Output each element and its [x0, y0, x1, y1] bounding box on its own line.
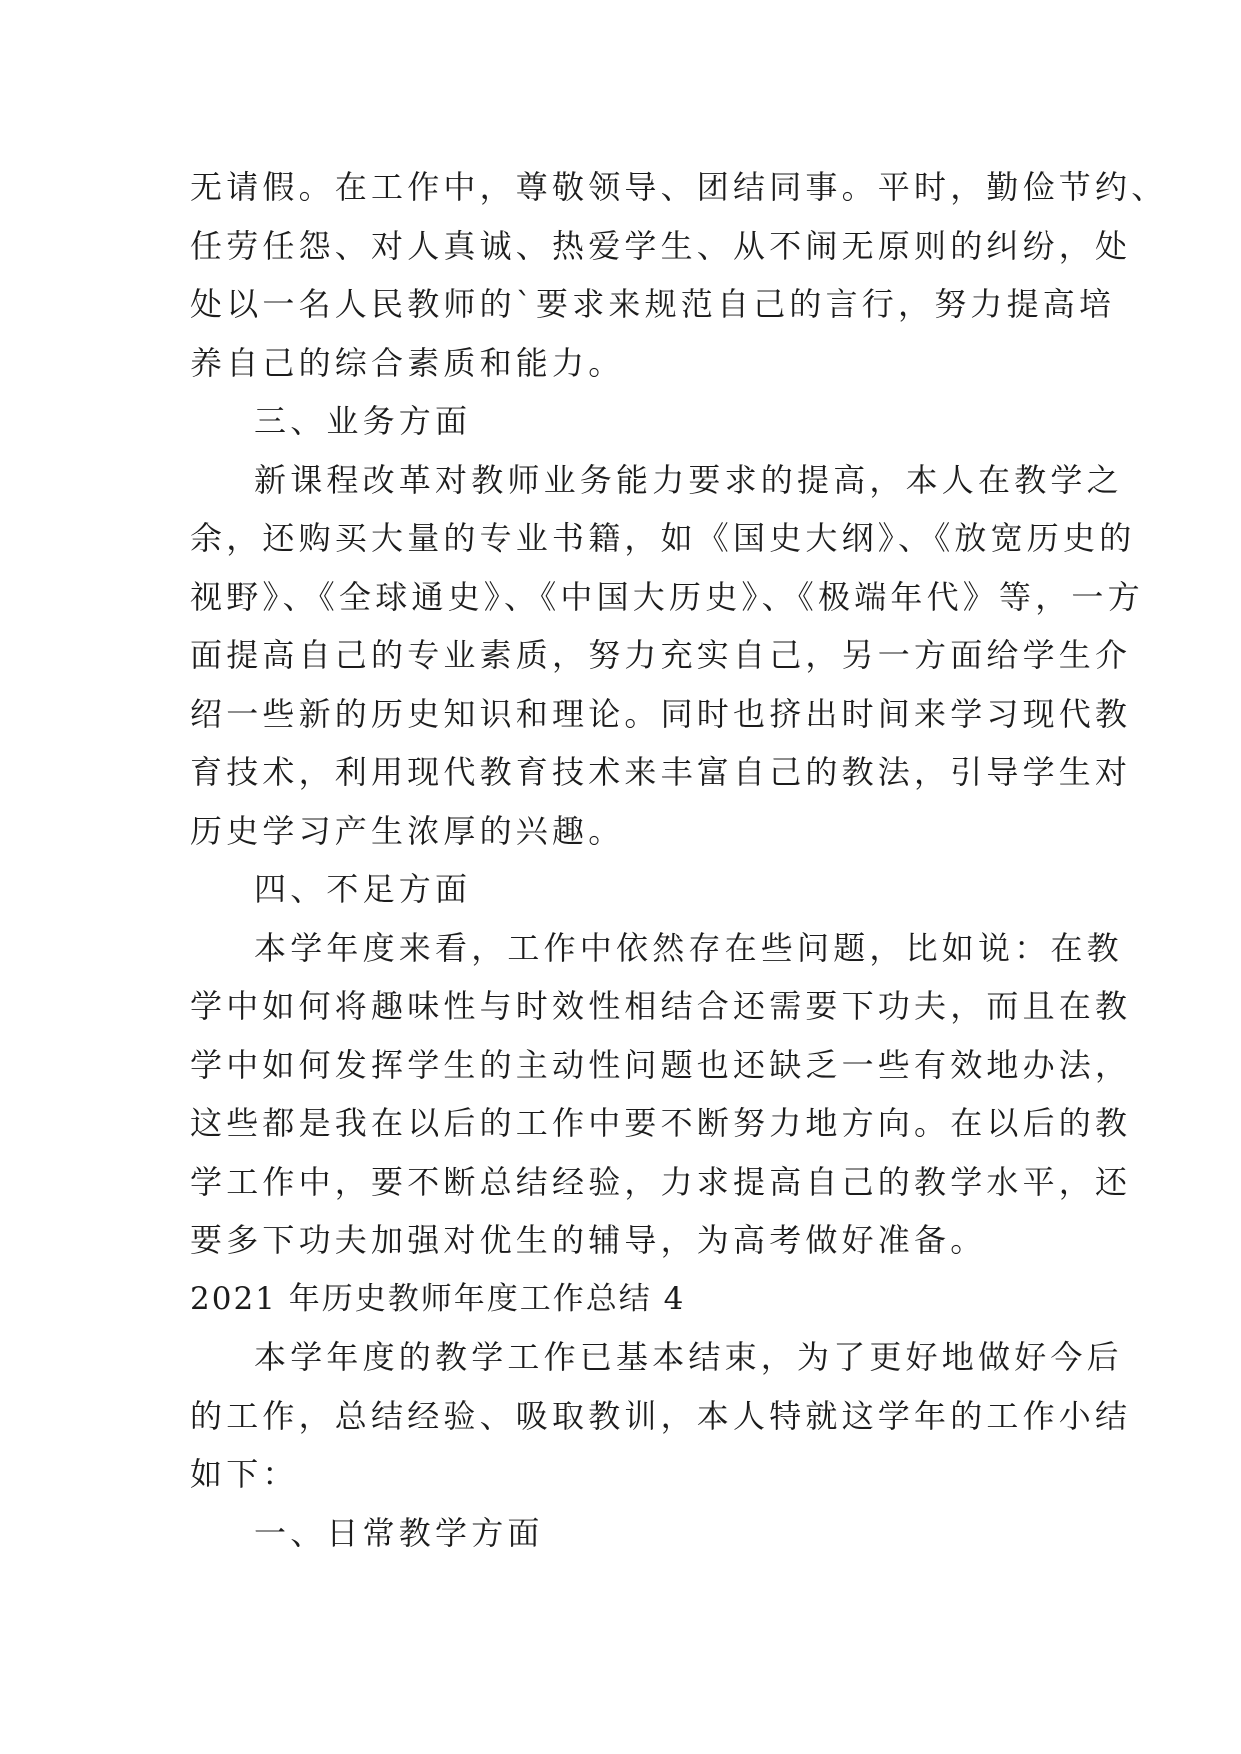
text-line: 本学年度的教学工作已基本结束，为了更好地做好今后: [254, 1338, 1123, 1376]
text-line: 历史学习产生浓厚的兴趣。: [190, 811, 625, 850]
text-line: 视野》、《全球通史》、《中国大历史》、《极端年代》等，一方: [190, 577, 1144, 616]
text-line: 如下：: [190, 1455, 299, 1493]
section-heading-daily-teaching: 一、日常教学方面: [254, 1513, 544, 1552]
text-line: 养自己的综合素质和能力。: [190, 343, 625, 382]
text-line: 本学年度来看，工作中依然存在些问题，比如说：在教: [254, 928, 1123, 967]
text-line: 要多下功夫加强对优生的辅导，为高考做好准备。: [190, 1221, 987, 1259]
text-line: 学中如何发挥学生的主动性问题也还缺乏一些有效地办法，: [190, 1045, 1132, 1084]
text-line: 育技术，利用现代教育技术来丰富自己的教法，引导学生对: [190, 753, 1132, 791]
text-line: 绍一些新的历史知识和理论。同时也挤出时间来学习现代教: [190, 694, 1132, 733]
text-line: 处以一名人民教师的`要求来规范自己的言行，努力提高培: [190, 285, 1116, 323]
text-line: 任劳任怨、对人真诚、热爱学生、从不闹无原则的纠纷，处: [190, 226, 1132, 265]
text-line: 新课程改革对教师业务能力要求的提高，本人在教学之: [254, 460, 1123, 499]
section-heading-shortcomings: 四、不足方面: [254, 870, 472, 908]
section-heading-business: 三、业务方面: [254, 402, 472, 440]
text-line: 这些都是我在以后的工作中要不断努力地方向。在以后的教: [190, 1104, 1132, 1142]
document-title: 2021 年历史教师年度工作总结 4: [190, 1280, 686, 1317]
text-line: 学中如何将趣味性与时效性相结合还需要下功夫，而且在教: [190, 987, 1132, 1025]
text-line: 学工作中，要不断总结经验，力求提高自己的教学水平，还: [190, 1162, 1132, 1201]
text-line: 面提高自己的专业素质，努力充实自己，另一方面给学生介: [190, 636, 1132, 674]
text-line: 余，还购买大量的专业书籍，如《国史大纲》、《放宽历史的: [190, 519, 1136, 557]
text-line: 无请假。在工作中，尊敬领导、团结同事。平时，勤俭节约、: [190, 168, 1168, 206]
document-body: [190, 158, 1168, 1562]
text-line: 的工作，总结经验、吸取教训，本人特就这学年的工作小结: [190, 1396, 1132, 1435]
